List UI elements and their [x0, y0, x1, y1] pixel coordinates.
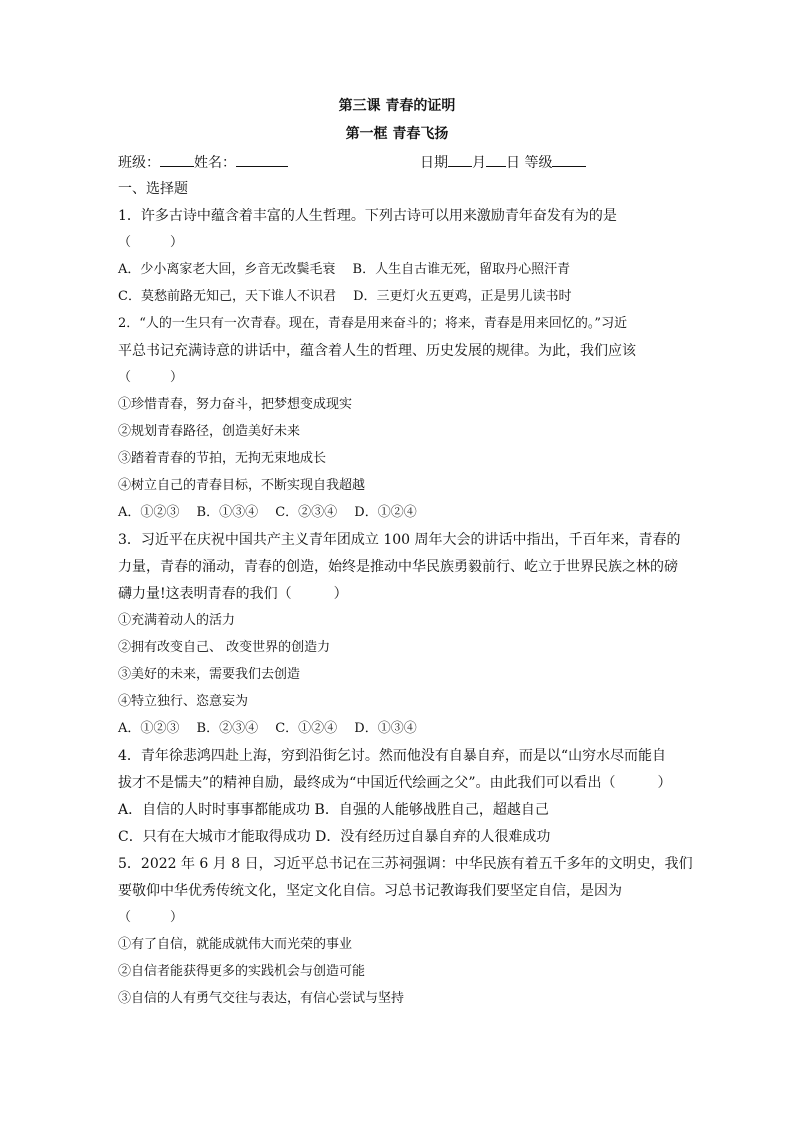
question-3-statement-3: ③美好的未来，需要我们去创造 [118, 667, 301, 682]
question-5-statement-1: ①有了自信，就能成就伟大而光荣的事业 [118, 937, 353, 952]
question-2-statement-1: ①珍惜青春，努力奋斗，把梦想变成现实 [118, 397, 353, 412]
question-3-options: A．①②③ B．②③④ C．①②④ D．①③④ [118, 721, 417, 736]
grade-label: 等级 [524, 155, 553, 171]
question-4-options-ab: A．自信的人时时事事都能成功 B．自强的人能够战胜自己，超越自己 [118, 802, 549, 818]
section-heading: 一、选择题 [118, 181, 188, 197]
question-2-statement-3: ③踏着青春的节拍，无拘无束地成长 [118, 451, 327, 466]
question-3-statement-2: ②拥有改变自己、 改变世界的创造力 [118, 640, 331, 655]
question-3-line-3: 礴力量!这表明青春的我们（ ） [118, 586, 348, 602]
question-4-line-2: 拔才不是懦夫”的精神自励，最终成为“中国近代绘画之父”。由此我们可以看出（ ） [118, 775, 672, 791]
student-info-row [118, 152, 683, 173]
question-2-options: A．①②③ B．①③④ C．②③④ D．①②④ [118, 505, 417, 520]
question-5-line-2: 要敬仰中华优秀传统文化，坚定文化自信。习总书记教诲我们要坚定自信，是因为 [118, 883, 622, 899]
question-4-options-cd: C．只有在大城市才能取得成功 D．没有经历过自暴自弃的人很难成功 [118, 829, 551, 845]
question-3-line-1: 3．习近平在庆祝中国共产主义青年团成立 100 周年大会的讲话中指出，千百年来，青春的 [118, 532, 681, 548]
lesson-title: 第三课 青春的证明 [338, 98, 456, 114]
question-5-statement-3: ③自信的人有勇气交往与表达，有信心尝试与坚持 [118, 991, 405, 1006]
name-label: 姓名： [194, 155, 236, 171]
question-5-statement-2: ②自信者能获得更多的实践机会与创造可能 [118, 964, 366, 979]
question-2-line-1: 2．“人的一生只有一次青春。现在，青春是用来奋斗的；将来，青春是用来回忆的。”习近 [118, 316, 628, 331]
grade-blank [552, 152, 586, 167]
question-1-options-cd: C．莫愁前路无知己，天下谁人不识君 D．三更灯火五更鸡，正是男儿读书时 [118, 289, 572, 304]
question-2-statement-2: ②规划青春路径，创造美好未来 [118, 424, 301, 439]
class-blank [160, 152, 194, 167]
question-5-answer-blank: （ ） [118, 910, 184, 925]
month-blank [486, 152, 506, 167]
name-blank [236, 152, 288, 167]
section-title: 第一框 青春飞扬 [345, 126, 449, 142]
question-1-options-ab: A．少小离家老大回，乡音无改鬓毛衰 B．人生自古谁无死，留取丹心照汗青 [118, 262, 571, 277]
question-3-statement-4: ④特立独行、恣意妄为 [118, 694, 249, 709]
day-label: 日 [506, 155, 520, 171]
question-5-line-1: 5．2022 年 6 月 8 日，习近平总书记在三苏祠强调：中华民族有着五千多年的文明史，我们 [118, 856, 693, 872]
date-grade-row [420, 152, 586, 173]
date-label: 日期 [420, 155, 448, 171]
question-4-line-1: 4．青年徐悲鸿四赴上海，穷到沿街乞讨。然而他没有自暴自弃，而是以“山穷水尽而能自 [118, 748, 667, 764]
question-1-line-1: 1．许多古诗中蕴含着丰富的人生哲理。下列古诗可以用来激励青年奋发有为的是 [118, 208, 617, 224]
month-label: 月 [472, 155, 486, 171]
question-2-statement-4: ④树立自己的青春目标，不断实现自我超越 [118, 478, 366, 493]
question-3-statement-1: ①充满着动人的活力 [118, 613, 236, 628]
class-label: 班级： [118, 155, 160, 171]
question-2-line-2: 平总书记充满诗意的讲话中，蕴含着人生的哲理、历史发展的规律。为此，我们应该 [118, 343, 636, 359]
question-2-answer-blank: （ ） [118, 370, 184, 385]
date-blank [448, 152, 472, 167]
question-3-line-2: 力量，青春的涌动，青春的创造，始终是推动中华民族勇毅前行、屹立于世界民族之林的磅 [118, 559, 678, 575]
question-1-answer-blank: （ ） [118, 235, 184, 250]
